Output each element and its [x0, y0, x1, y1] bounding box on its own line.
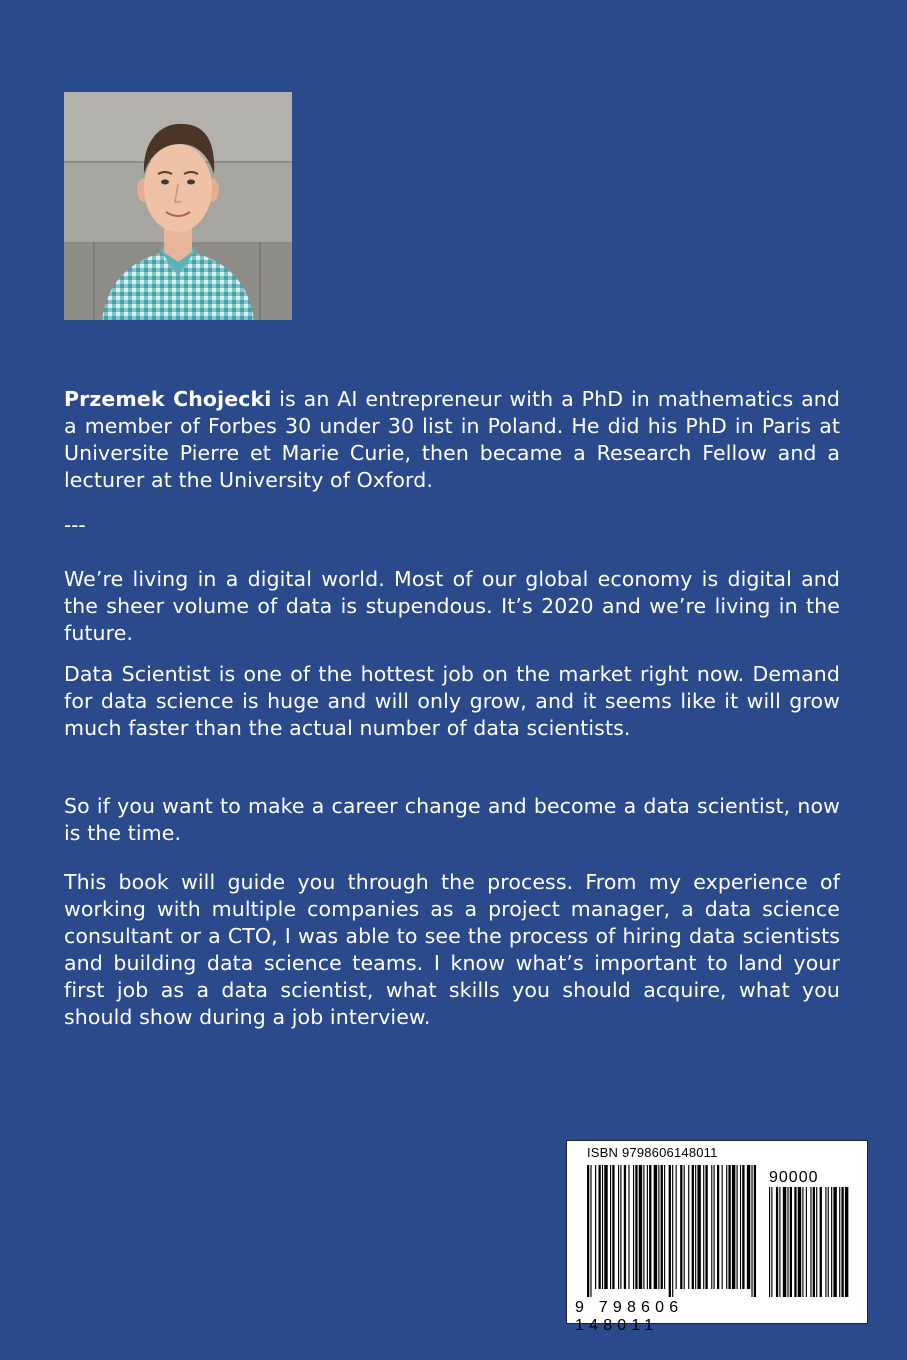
barcode-addon-bar: [810, 1187, 811, 1297]
barcode-bar: [742, 1165, 744, 1289]
barcode-addon-bar: [841, 1187, 843, 1297]
barcode-addon-bar: [802, 1187, 803, 1297]
barcode-bar: [604, 1165, 607, 1289]
barcode-bar: [599, 1165, 601, 1289]
barcode-addon-bar: [783, 1187, 786, 1297]
barcode-bar: [647, 1165, 648, 1289]
barcode-bar: [620, 1165, 621, 1289]
barcode-bar: [695, 1165, 696, 1289]
blurb-paragraph-4: [64, 869, 840, 1031]
barcode-bar: [602, 1165, 603, 1289]
barcode-bar: [754, 1165, 756, 1297]
blurb-paragraph-1: [64, 566, 840, 647]
barcode-addon-bar: [816, 1187, 817, 1297]
barcode-bar: [628, 1165, 629, 1289]
barcode-bar: [737, 1165, 738, 1289]
barcode-bar: [649, 1165, 651, 1289]
barcode-addon-bar: [813, 1187, 815, 1297]
barcode-bar: [751, 1165, 752, 1297]
barcode-bar: [676, 1165, 677, 1289]
barcode-bar: [672, 1165, 673, 1297]
author-bio: [64, 386, 840, 494]
barcode-bar: [654, 1165, 657, 1289]
barcode-bar: [688, 1165, 689, 1289]
isbn-label: ISBN 9798606148011: [587, 1145, 718, 1160]
barcode-bar: [669, 1165, 671, 1297]
barcode-addon-bar: [771, 1187, 772, 1297]
barcode-bar: [692, 1165, 694, 1289]
author-photo: [64, 92, 292, 320]
barcode-addon-bar: [845, 1187, 848, 1297]
barcode-bar: [587, 1165, 589, 1297]
barcode-addon-bar: [798, 1187, 801, 1297]
barcode-addon-number: 90000: [769, 1169, 819, 1186]
barcode-bar: [722, 1165, 723, 1289]
barcode-addon-bar: [839, 1187, 840, 1297]
barcode-addon-bar: [776, 1187, 778, 1297]
barcode-bar: [658, 1165, 659, 1289]
blurb-text: This book will guide you through the process. From my experience of working with multiple companies as a project manager, a data science consultant or a CTO, I was able to see the process of hiring data scientists and building data science teams. I know what’s important to land your first job as a data scientist, what skills you should acquire, what you should show during a job interview.: [64, 870, 840, 1029]
barcode-bar: [612, 1165, 614, 1289]
barcode-addon-bar: [831, 1187, 832, 1297]
barcode-addon-bar: [790, 1187, 792, 1297]
barcode-bar: [714, 1165, 715, 1289]
barcode-bar: [680, 1165, 682, 1289]
separator: ---: [64, 513, 86, 537]
barcode-addon-bar: [825, 1187, 826, 1297]
barcode-addon-bar: [787, 1187, 788, 1297]
barcode-addon-bar: [820, 1187, 822, 1297]
barcode-addon-bar: [794, 1187, 796, 1297]
barcode-addon-bar: [769, 1187, 770, 1297]
isbn-barcode: [566, 1140, 868, 1334]
barcode-addon-bar: [828, 1187, 829, 1297]
barcode-addon-bar: [806, 1187, 807, 1297]
author-bio-text: is an AI entrepreneur with a PhD in mathematics and a member of Forbes 30 under 30 list in Poland. He did his PhD in Paris at Universite Pierre et Marie Curie, then became a Research Fellow and a lecturer at the University of Oxford.: [64, 387, 840, 492]
blurb-paragraph-2: [64, 661, 840, 742]
barcode-bar: [610, 1165, 611, 1289]
barcode-bar: [705, 1165, 707, 1289]
barcode-bar: [661, 1165, 663, 1289]
barcode-bar: [711, 1165, 712, 1289]
barcode-bar: [635, 1165, 637, 1289]
barcode-bar: [664, 1165, 665, 1289]
barcode-bar: [633, 1165, 634, 1289]
barcode-bar: [590, 1165, 591, 1297]
barcode-bar: [618, 1165, 619, 1289]
barcode-bar: [728, 1165, 730, 1289]
barcode-addon-bar: [779, 1187, 780, 1297]
blurb-text: Data Scientist is one of the hottest job on the market right now. Demand for data science is huge and will only grow, and it seems like it will grow much faster than the actual number of data scientists.: [64, 662, 840, 740]
barcode-addon-bar: [833, 1187, 836, 1297]
barcode-bar: [747, 1165, 750, 1289]
blurb-paragraph-3: [64, 793, 840, 847]
barcode-bar: [717, 1165, 719, 1289]
barcode-bar: [726, 1165, 727, 1289]
barcode-bar: [643, 1165, 644, 1289]
author-name: Przemek Chojecki: [64, 387, 272, 411]
barcode-bar: [697, 1165, 700, 1289]
author-photo-illustration: [64, 92, 292, 320]
barcode-bar: [732, 1165, 735, 1289]
barcode-bar: [684, 1165, 685, 1289]
barcode-bar: [703, 1165, 704, 1289]
barcode-bar: [639, 1165, 642, 1289]
barcode-digits: 9 798606 148011: [575, 1299, 684, 1334]
blurb-text: We’re living in a digital world. Most of our global economy is digital and the sheer volume of data is stupendous. It’s 2020 and we’re living in the future.: [64, 567, 840, 645]
blurb-text: So if you want to make a career change and become a data scientist, now is the time.: [64, 794, 840, 845]
barcode-bar: [624, 1165, 626, 1289]
barcode-bar: [740, 1165, 741, 1289]
barcode-bar: [595, 1165, 596, 1289]
